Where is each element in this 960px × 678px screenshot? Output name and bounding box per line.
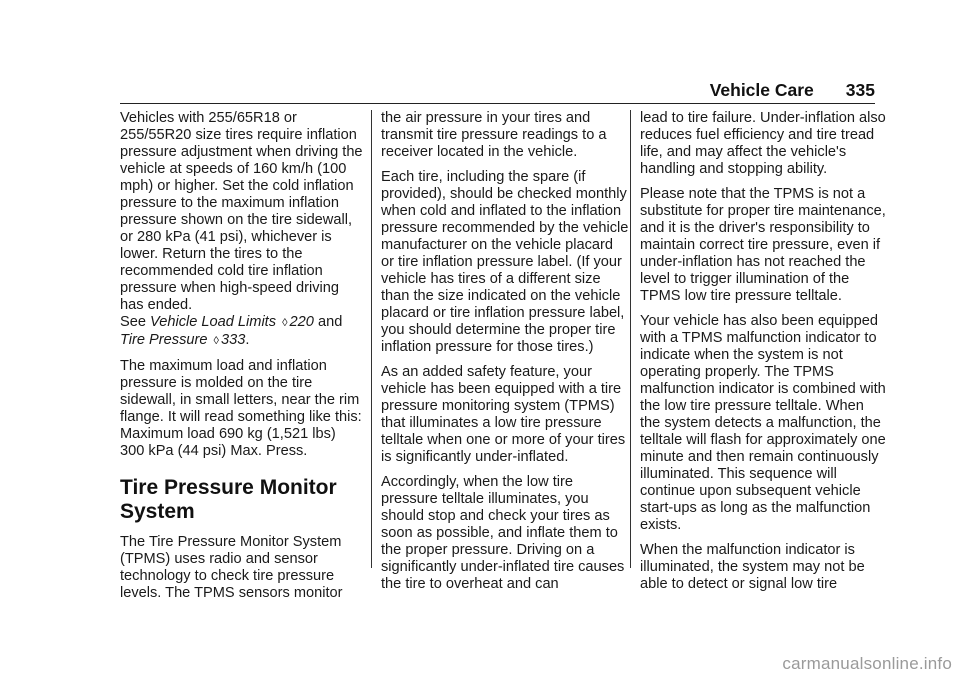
section-heading: Tire Pressure Monitor System <box>120 476 337 523</box>
link-tire-pressure[interactable]: Tire Pressure <box>120 332 208 348</box>
column-2 <box>381 110 629 601</box>
page-header <box>120 80 875 101</box>
paragraph: Accordingly, when the low tire pressure telltale illuminates, you should stop and check your tires as soon as possible, and inflate them to the proper pressure. Driving on a significantly under-inflated tire causes the tire to overheat and can <box>381 474 625 592</box>
paragraph <box>120 110 364 350</box>
column-divider-1 <box>371 110 372 568</box>
paragraph-text: Vehicles with 255/65R18 or 255/55R20 size tires require inflation pressure adjustment when driving the vehicle at speeds of 160 km/h (100 mph) or higher. Set the cold inflation pressure to the maximum inflation pressure shown on the tire sidewall, or 280 kPa (41 psi), whichever is lower. Return the tires to the recommended cold tire inflation pressure when high-speed driving has ended. <box>120 110 363 313</box>
paragraph: Each tire, including the spare (if provided), should be checked monthly when cold and inflated to the inflation pressure recommended by the vehicle manufacturer on the vehicle placard or tire inflation pressure label. (If your vehicle has tires of a different size than the size indicated on the vehicle placard or tire inflation pressure label, you should determine the proper tire inflation pressure for those tires.) <box>381 169 629 355</box>
header-divider <box>120 103 875 104</box>
paragraph: As an added safety feature, your vehicle has been equipped with a tire pressure monitoring system (TPMS) that illuminates a low tire pressure telltale when one or more of your tires is significantly under-inflated. <box>381 364 626 465</box>
paragraph: Please note that the TPMS is not a substitute for proper tire maintenance, and it is the driver's responsibility to maintain correct tire pressure, even if under-inflation has not reached the level to trigger illumination of the TPMS low tire pressure telltale. <box>640 186 886 304</box>
paragraph: The maximum load and inflation pressure is molded on the tire sidewall, in small letters, near the rim flange. It will read something like this: Maximum load 690 kg (1,521 lbs) 300 kPa (44 psi) Max. Press. <box>120 358 362 459</box>
link-page-333[interactable]: 333 <box>220 332 246 348</box>
column-divider-2 <box>630 110 631 568</box>
column-1 <box>120 110 364 610</box>
page-reference-icon: ◊ <box>282 317 288 329</box>
paragraph: The Tire Pressure Monitor System (TPMS) uses radio and sensor technology to check tire pressure levels. The TPMS sensors monitor <box>120 534 343 601</box>
paragraph: When the malfunction indicator is illuminated, the system may not be able to detect or signal low tire <box>640 542 865 592</box>
paragraph: the air pressure in your tires and transmit tire pressure readings to a receiver located in the vehicle. <box>381 110 607 160</box>
link-vehicle-load-limits[interactable]: Vehicle Load Limits <box>150 314 277 330</box>
paragraph: lead to tire failure. Under-inflation also reduces fuel efficiency and tire tread life, and may affect the vehicle's handling and stopping ability. <box>640 110 886 177</box>
see-prefix: See <box>120 314 151 330</box>
period: . <box>245 332 250 348</box>
conjunction: and <box>313 314 343 330</box>
column-3 <box>640 110 888 601</box>
watermark: carmanualsonline.info <box>782 654 952 673</box>
link-page-220[interactable]: 220 <box>289 314 314 330</box>
page-number: 335 <box>845 80 875 100</box>
section-title: Vehicle Care <box>709 80 814 100</box>
paragraph: Your vehicle has also been equipped with a TPMS malfunction indicator to indicate when the system is not operating properly. The TPMS malfunction indicator is combined with the low tire pressure telltale. When the system detects a malfunction, the telltale will flash for approximately one minute and then remain continuously illuminated. This sequence will continue upon subsequent vehicle start-ups as long as the malfunction exists. <box>640 313 886 533</box>
page-reference-icon: ◊ <box>213 335 219 347</box>
